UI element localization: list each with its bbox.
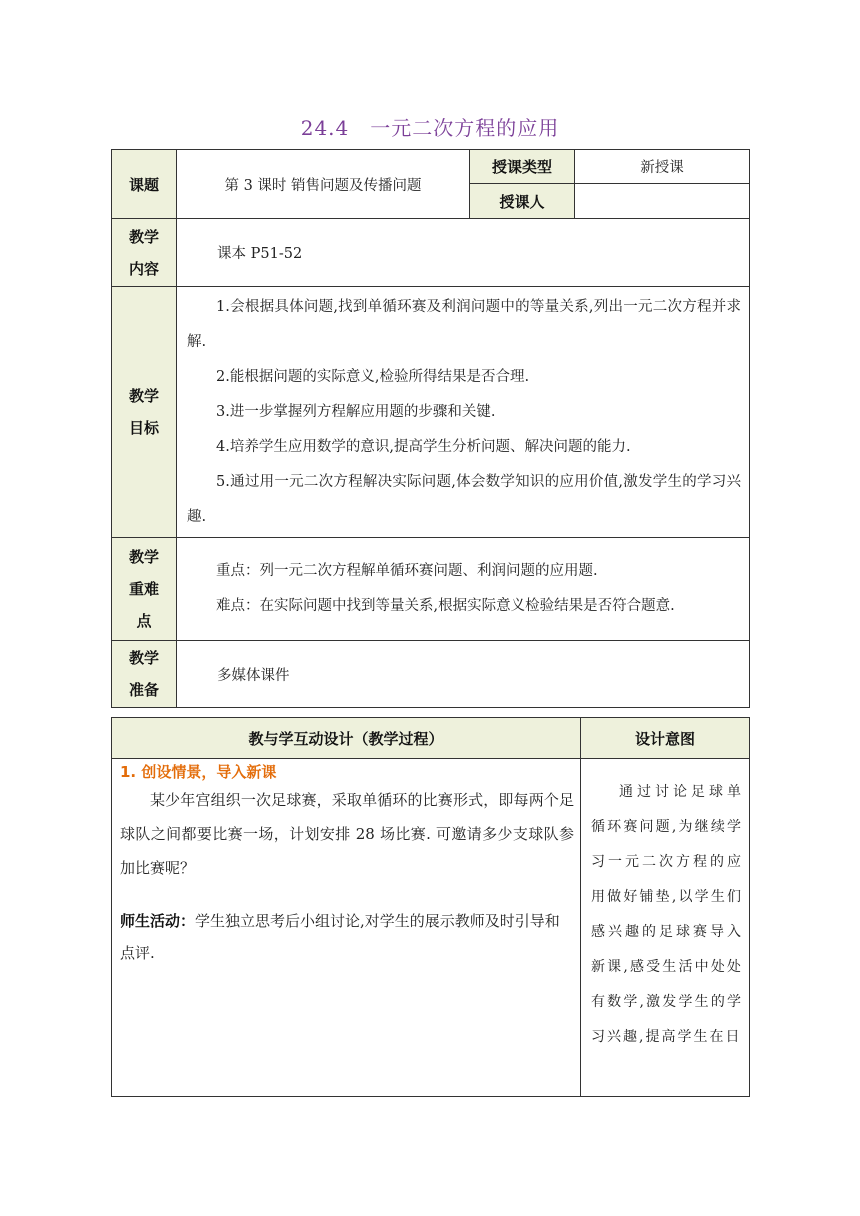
goals-label-line-2: 目标 [128,419,159,437]
goal-item-4: 4.培养学生应用数学的意识,提高学生分析问题、解决问题的能力. [216,439,631,455]
teaching-process-table [111,717,750,1097]
content-label-line-1: 教学 [128,227,159,246]
process-header-cell [112,718,581,759]
teacher-label: 授课人 [499,192,545,211]
goal-item-1: 1.会根据具体问题,找到单循环赛及利润问题中的等量关系,列出一元二次方程并求解. [187,299,741,350]
lesson-info-table [111,149,750,708]
goal-item-3: 3.进一步掌握列方程解应用题的步骤和关键. [216,404,496,420]
content-value: 课本 P51-52 [217,246,303,262]
goals-cell [177,287,750,538]
intent-header-cell [581,718,750,759]
prep-value-cell [177,641,750,708]
lesson-type-value-cell [575,150,750,184]
process-header: 教与学互动设计（教学过程） [248,729,444,748]
activity-paragraph [120,905,574,969]
prep-value: 多媒体课件 [217,667,290,684]
topic-label-cell [112,150,177,219]
scenario-text: 某少年宫组织一次足球赛，采取单循环的比赛形式，即每两个足球队之间都要比赛一场，计划安排 28 场比赛. 可邀请多少支球队参加比赛呢？ [120,791,574,877]
goals-label-cell [112,287,177,538]
process-content-cell [112,759,581,1097]
goal-item-5: 5.通过用一元二次方程解决实际问题,体会数学知识的应用价值,激发学生的学习兴趣. [187,474,741,525]
teacher-label-cell [470,184,575,219]
lesson-type-label-cell [470,150,575,184]
focus-label-line-3: 点 [136,612,152,630]
focus-cell [177,538,750,641]
activity-text: 学生独立思考后小组讨论,对学生的展示教师及时引导和点评. [120,912,560,962]
section-title: 1. 创设情景，导入新课 [120,763,277,781]
focus-label-line-2: 重难 [128,580,159,598]
goals-label-line-1: 教学 [128,387,159,405]
lesson-title: 24.4 一元二次方程的应用 [300,116,560,140]
intent-header: 设计意图 [634,729,695,748]
content-label-cell [112,219,177,287]
lesson-type-value: 新授课 [640,160,684,176]
focus-label-line-1: 教学 [128,548,159,566]
difficulty-point: 难点：在实际问题中找到等量关系,根据实际意义检验结果是否符合题意. [216,598,675,614]
focus-label-cell [112,538,177,641]
lesson-type-label: 授课类型 [491,158,552,176]
content-value-cell [177,219,750,287]
prep-label-line-2: 准备 [128,681,159,699]
prep-label-line-1: 教学 [128,649,159,667]
intent-content-cell [581,759,750,1097]
intent-text: 通过讨论足球单循环赛问题,为继续学习一元二次方程的应用做好铺垫,以学生们感兴趣的足球赛导入新课,感受生活中处处有数学,激发学生的学习兴趣,提高学生在日 [591,784,743,1045]
key-point: 重点：列一元二次方程解单循环赛问题、利润问题的应用题. [216,563,598,579]
topic-value-cell [177,150,470,219]
goal-item-2: 2.能根据问题的实际意义,检验所得结果是否合理. [216,369,530,385]
activity-label: 师生活动： [120,912,196,930]
topic-value: 第 3 课时 销售问题及传播问题 [224,177,422,194]
teacher-value-cell [575,184,750,219]
prep-label-cell [112,641,177,708]
topic-label: 课题 [128,175,159,194]
content-label-line-2: 内容 [128,259,159,278]
